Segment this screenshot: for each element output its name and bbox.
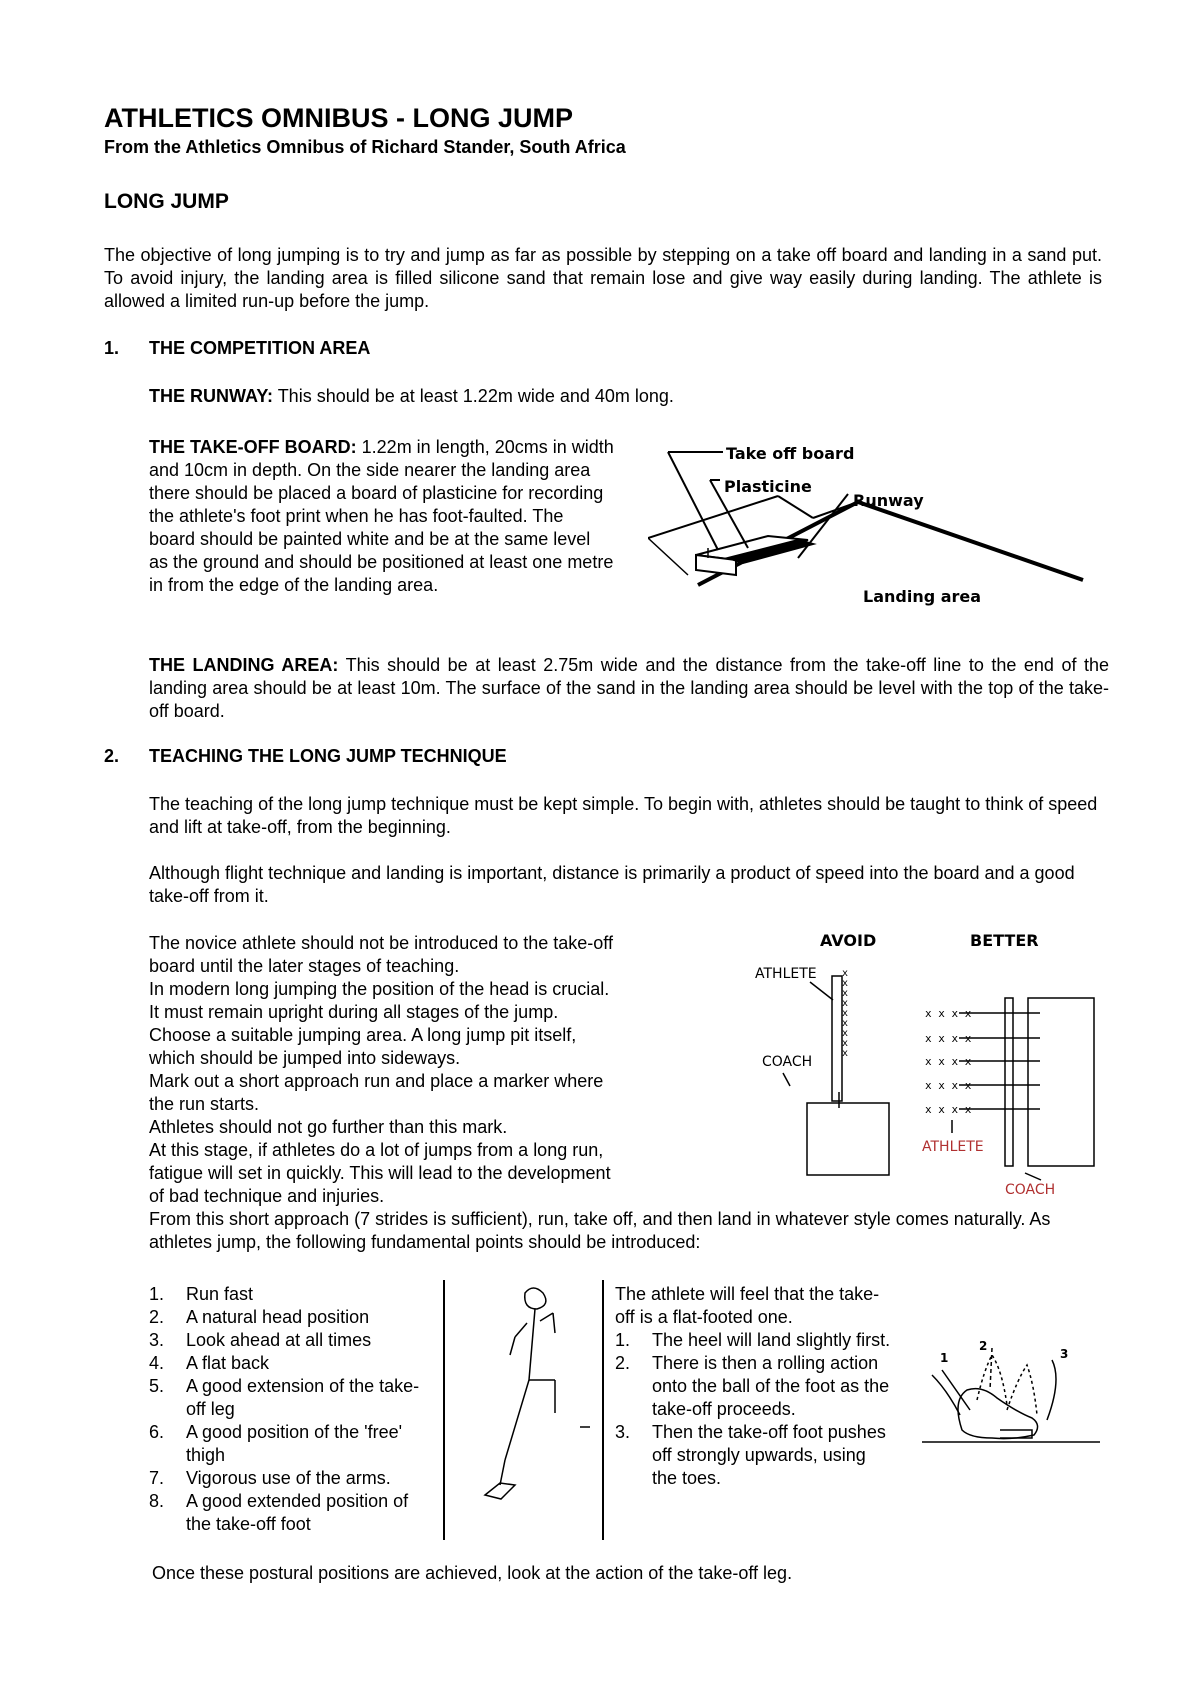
athlete-label-better: ATHLETE [922,1139,984,1155]
svg-text:x x x x: x x x x [925,1032,972,1045]
foot-label-2: 2 [979,1339,988,1353]
better-label: BETTER [970,931,1039,950]
column-divider-right [602,1280,604,1540]
novice-line: Choose a suitable jumping area. A long jump pit itself, [149,1025,577,1045]
take-off-board-paragraph [149,436,614,597]
list-item: 4. A flat back [149,1353,270,1373]
svg-text:x x x x: x x x x [925,1079,972,1092]
landing-area-label: THE LANDING AREA: [149,655,339,675]
novice-paragraph [149,932,689,1208]
svg-text:x: x [842,968,849,979]
novice-line: the run starts. [149,1094,260,1114]
runway-text: This should be at least 1.22m wide and 40m long. [273,386,674,406]
fundamental-points-list [149,1283,431,1536]
list-item: 7. Vigorous use of the arms. [149,1468,391,1488]
svg-text:x: x [842,998,849,1009]
svg-text:x: x [842,1028,849,1039]
document-subtitle: From the Athletics Omnibus of Richard Stander, South Africa [104,137,626,157]
take-off-board-text: 1.22m in length, 20cms in width and 10cm in depth. On the side nearer the landing area there should be placed a board of plasticine for recording the athlete's foot print when he has foot-faulted. The board should be painted white and be at the same level as the ground and should be positioned at least one metre in from the edge of the landing area. [149,437,614,595]
list-item: 2. A natural head position [149,1307,370,1327]
flight-paragraph: Although flight technique and landing is important, distance is primarily a product of speed into the board and a good take-off from it. [149,863,1075,906]
landing-area-text: This should be at least 2.75m wide and the distance from the take-off line to the end of the landing area should be at least 10m. The surface of the sand in the landing area should be level with the top of the take-off board. [149,655,1110,721]
runway-paragraph [149,385,1109,408]
novice-line: fatigue will set in quickly. This will lead to the development [149,1163,611,1183]
section1-number: 1. [104,338,120,358]
novice-line: of bad technique and injuries. [149,1186,385,1206]
avoid-athlete-marks [842,968,848,1059]
svg-text:x: x [842,1038,849,1049]
svg-text:x x x x: x x x x [925,1055,972,1068]
runway-diagram [648,440,1098,620]
list-item: 3. Look ahead at all times [149,1330,372,1350]
approach-paragraph: From this short approach (7 strides is sufficient), run, take off, and then land in whatever style comes naturally. As athletes jump, the following fundamental points should be introduced: [149,1209,1051,1252]
foot-label-1: 1 [940,1351,949,1365]
document-title: ATHLETICS OMNIBUS - LONG JUMP [104,103,573,133]
take-off-feel-list [615,1329,893,1490]
jumper-figure-lines [485,1288,590,1499]
intro-paragraph: The objective of long jumping is to try and jump as far as possible by stepping on a take off board and landing in a sand put. To avoid injury, the landing area is filled silicone sand that remain lose and give way easily during landing. The athlete is allowed a limited run-up before the jump. [104,245,1102,311]
runway-label-text: Runway [853,491,924,510]
athlete-label-avoid: ATHLETE [755,966,817,982]
section-title: LONG JUMP [104,190,229,213]
landing-area-paragraph [149,654,1109,723]
teaching-paragraph: The teaching of the long jump technique must be kept simple. To begin with, athletes should be taught to think of speed and lift at take-off, from the beginning. [149,794,1098,837]
avoid-diagram-lines [783,976,889,1175]
closing-paragraph: Once these postural positions are achieved, look at the action of the take-off leg. [152,1563,793,1583]
list-item: 1. Run fast [149,1284,254,1304]
foot-diagram [922,1330,1102,1450]
list-item: 2. There is then a rolling action onto the ball of the foot as the take-off proceeds. [615,1353,890,1419]
novice-line: board until the later stages of teaching. [149,956,460,976]
avoid-label: AVOID [820,931,877,950]
novice-line: Athletes should not go further than this mark. [149,1117,508,1137]
novice-line: In modern long jumping the position of the head is crucial. [149,979,610,999]
take-off-board-label: THE TAKE-OFF BOARD: [149,437,357,457]
novice-line: At this stage, if athletes do a lot of jumps from a long run, [149,1140,604,1160]
runway-diagram-lines [648,452,1083,585]
take-off-feel-intro: The athlete will feel that the take-off is a flat-footed one. [615,1284,880,1327]
coach-label-better: COACH [1005,1182,1056,1198]
foot-diagram-lines [922,1348,1100,1442]
svg-text:x: x [842,1018,849,1029]
column-divider-left [443,1280,445,1540]
section2-heading: TEACHING THE LONG JUMP TECHNIQUE [149,746,507,766]
svg-text:x x x x: x x x x [925,1007,972,1020]
list-item: 5. A good extension of the take-off leg [149,1376,420,1419]
list-item: 1. The heel will land slightly first. [615,1330,891,1350]
svg-text:x: x [842,1048,849,1059]
section2-number: 2. [104,746,120,766]
svg-text:x: x [842,1008,849,1019]
better-athlete-marks [925,1007,972,1116]
section1-heading: THE COMPETITION AREA [149,338,371,358]
runway-label: THE RUNWAY: [149,386,274,406]
take-off-board-label-text: Take off board [726,444,855,463]
landing-area-label-text: Landing area [863,587,982,606]
svg-text:x x x x: x x x x [925,1103,972,1116]
coach-label-avoid: COACH [762,1054,813,1070]
jumper-figure [455,1285,605,1515]
plasticine-label-text: Plasticine [724,477,812,496]
foot-label-3: 3 [1060,1347,1069,1361]
list-item: 8. A good extended position of the take-off foot [149,1491,409,1534]
avoid-better-diagram [755,928,1115,1208]
novice-line: which should be jumped into sideways. [149,1048,461,1068]
svg-text:x: x [842,988,849,999]
novice-line: It must remain upright during all stages of the jump. [149,1002,559,1022]
novice-line: The novice athlete should not be introduced to the take-off [149,933,613,953]
list-item: 6. A good position of the 'free' thigh [149,1422,403,1465]
novice-line: Mark out a short approach run and place a marker where [149,1071,604,1091]
svg-text:x: x [842,978,849,989]
list-item: 3. Then the take-off foot pushes off strongly upwards, using the toes. [615,1422,886,1488]
